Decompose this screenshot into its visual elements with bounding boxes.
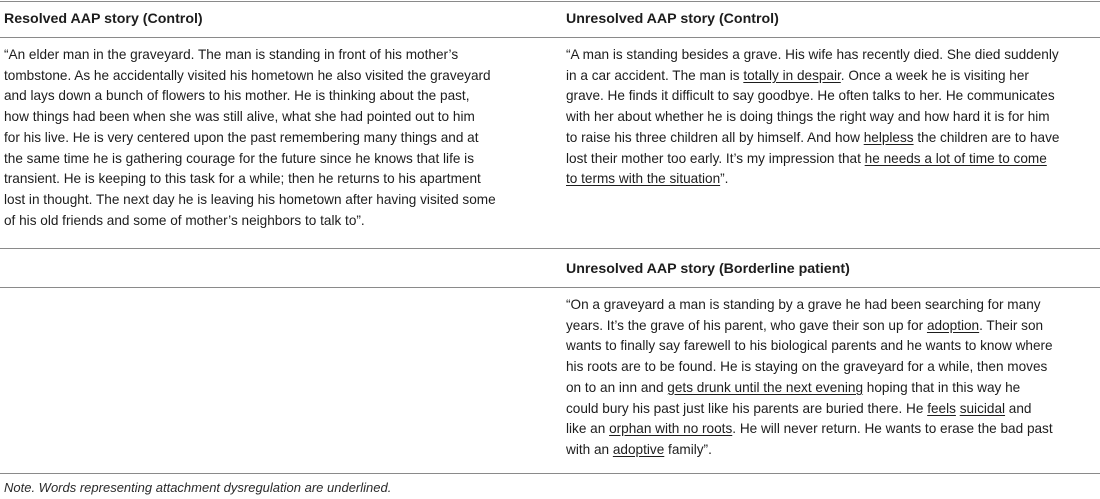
underlined-phrase: totally in despair [743, 67, 841, 83]
story-text [566, 45, 1096, 190]
text-segment: on to an inn and [566, 379, 668, 395]
table-top-rule [0, 1, 1100, 2]
text-segment: grave. He finds it difficult to say goodbye. He often talks to her. He communicates [566, 88, 1055, 104]
text-segment: “A man is standing besides a grave. His wife has recently died. She died suddenly [566, 47, 1059, 62]
story-line [566, 107, 1096, 128]
story-line [566, 295, 1096, 316]
text-segment: “On a graveyard a man is standing by a grave he had been searching for many [566, 297, 1041, 312]
story-line [566, 86, 1096, 107]
text-segment: to raise his three children all by himself. And how [566, 129, 864, 145]
row-rule [0, 248, 1100, 249]
story-line [566, 399, 1096, 420]
story-line [4, 107, 544, 128]
underlined-phrase: adoption [926, 317, 980, 333]
story-line [4, 86, 544, 107]
underlined-phrase: gets drunk until the next evening [667, 379, 864, 395]
story-line [566, 316, 1096, 337]
underlined-phrase: he needs a lot of time to come [864, 150, 1047, 166]
underlined-phrase: adoptive [612, 441, 665, 457]
text-segment: could bury his past just like his parents are buried there. He [566, 400, 928, 416]
story-line [4, 190, 544, 211]
table-bottom-rule [0, 473, 1100, 474]
story-text [566, 295, 1096, 461]
underlined-phrase: feels [927, 400, 956, 416]
table-note: Note. Words representing attachment dysregulation are underlined. [4, 480, 392, 495]
underlined-phrase: suicidal [959, 400, 1006, 416]
story-line [4, 128, 544, 149]
header-rule [0, 37, 1100, 38]
story-line [566, 336, 1096, 357]
header-unresolved-control: Unresolved AAP story (Control) [566, 11, 779, 27]
text-segment: “An elder man in the graveyard. The man is standing in front of his mother’s [4, 47, 459, 62]
story-text [4, 45, 544, 231]
story-line [4, 66, 544, 87]
header2-rule [0, 287, 1100, 288]
text-segment: lost their mother too early. It’s my impression that [566, 150, 865, 166]
text-segment: the children are to have [913, 129, 1060, 145]
header-resolved-control: Resolved AAP story (Control) [4, 11, 203, 27]
text-segment: lost in thought. The next day he is leaving his hometown after having visited some [4, 191, 496, 207]
underlined-phrase: orphan with no roots [609, 421, 733, 437]
text-segment: in a car accident. The man is [566, 67, 744, 83]
story-line [4, 169, 544, 190]
story-line [4, 149, 544, 170]
text-segment: his roots are to be found. He is staying on the graveyard for a while, then moves [566, 359, 1048, 375]
story-line [566, 419, 1096, 440]
text-segment: . Once a week he is visiting her [840, 67, 1029, 83]
underlined-phrase: to terms with the situation [566, 171, 721, 187]
text-segment: like an [566, 421, 610, 437]
story-line [566, 149, 1096, 170]
header-unresolved-borderline: Unresolved AAP story (Borderline patient) [566, 261, 850, 277]
text-segment: family”. [664, 441, 712, 457]
text-segment: wants to finally say farewell to his biological parents and he wants to know where [566, 338, 1053, 354]
story-line [4, 211, 544, 232]
story-line [566, 128, 1096, 149]
text-segment: transient. He is keeping to this task for a while; then he returns to his apartment [4, 171, 481, 187]
text-segment: tombstone. As he accidentally visited his hometown he also visited the graveyard [4, 67, 491, 83]
text-segment: with an [566, 441, 613, 457]
text-segment: and [1005, 400, 1032, 416]
story-line [566, 45, 1096, 66]
text-segment: how things had been when she was still alive, what she had pointed out to him [4, 109, 475, 125]
story-line [4, 45, 544, 66]
underlined-phrase: helpless [863, 129, 914, 145]
resolved-control-story [4, 45, 544, 231]
text-segment: for his live. He is very centered upon the past remembering many things and at [4, 129, 479, 145]
text-segment: and lays down a bunch of flowers to his mother. He is thinking about the past, [4, 88, 470, 104]
story-line [566, 357, 1096, 378]
story-line [566, 378, 1096, 399]
text-segment: . Their son [979, 317, 1044, 333]
text-segment: hoping that in this way he [863, 379, 1021, 395]
text-segment: with her about whether he is doing things the right way and how hard it is for him [566, 109, 1050, 125]
text-segment: . He will never return. He wants to erase the bad past [732, 421, 1053, 437]
story-line [566, 169, 1096, 190]
story-line [566, 440, 1096, 461]
story-line [566, 66, 1096, 87]
text-segment: ”. [720, 171, 729, 187]
unresolved-control-story [566, 45, 1096, 190]
unresolved-borderline-story [566, 295, 1096, 461]
text-segment: the same time he is gathering courage for the future since he knows that life is [4, 150, 474, 166]
text-segment: years. It’s the grave of his parent, who gave their son up for [566, 317, 927, 333]
text-segment: of his old friends and some of mother’s neighbors to talk to”. [4, 212, 365, 228]
